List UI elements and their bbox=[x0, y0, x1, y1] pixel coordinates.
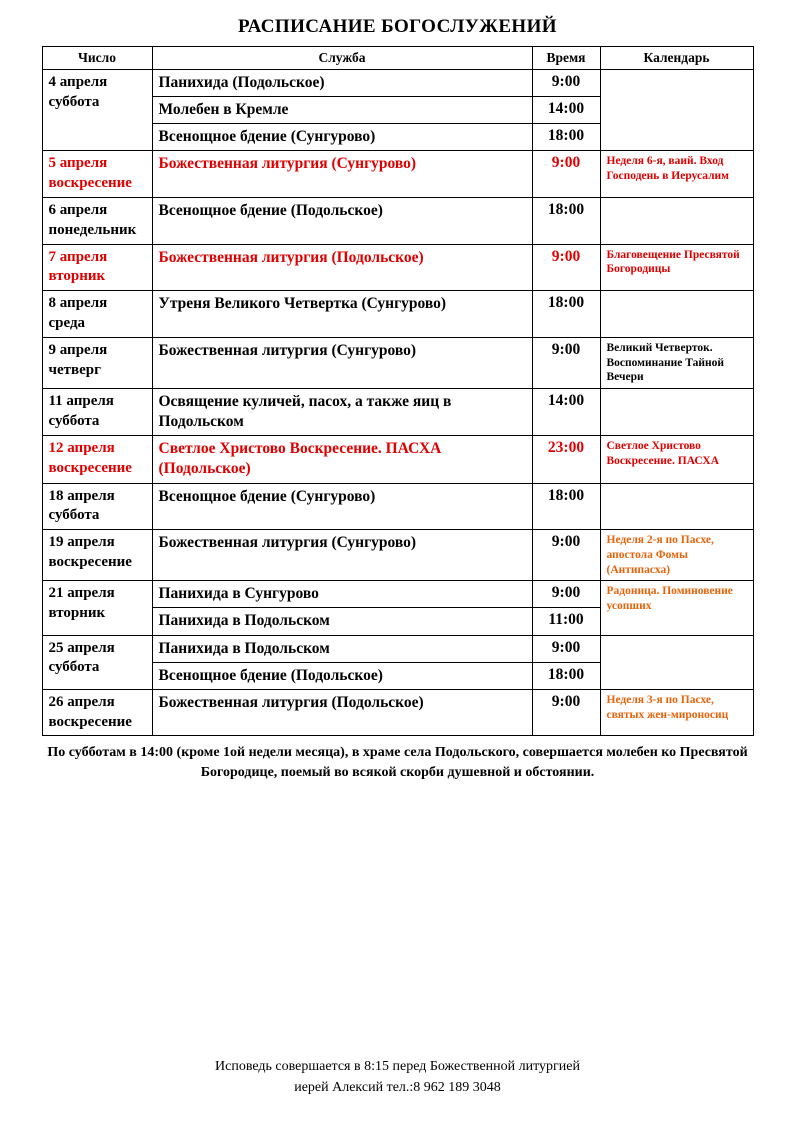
column-header-calendar: Календарь bbox=[600, 47, 753, 70]
bottom-note-line-2: иерей Алексий тел.:8 962 189 3048 bbox=[294, 1079, 501, 1095]
date-line-2: воскресение bbox=[48, 553, 132, 570]
date-line-1: 12 апреля bbox=[48, 440, 115, 457]
cell-service: Панихида в Подольском bbox=[152, 608, 532, 635]
date-line-2: вторник bbox=[48, 605, 106, 622]
cell-service: Божественная литургия (Подольское) bbox=[152, 689, 532, 736]
schedule-table bbox=[42, 46, 754, 736]
date-line-1: 21 апреля bbox=[48, 585, 115, 602]
cell-service: Панихида в Подольском bbox=[152, 635, 532, 662]
cell-service: Всенощное бдение (Сунгурово) bbox=[152, 124, 532, 151]
header-row bbox=[42, 47, 753, 70]
table-row bbox=[42, 198, 753, 245]
table-row bbox=[42, 70, 753, 97]
cell-time: 18:00 bbox=[532, 662, 600, 689]
cell-time: 18:00 bbox=[532, 198, 600, 245]
bottom-note bbox=[0, 1057, 795, 1098]
cell-calendar: Великий Четверток. Воспоминание Тайной Вечери bbox=[600, 337, 753, 388]
cell-service: Божественная литургия (Сунгурово) bbox=[152, 530, 532, 581]
date-line-2: суббота bbox=[48, 93, 100, 110]
column-header-service: Служба bbox=[152, 47, 532, 70]
date-line-1: 4 апреля bbox=[48, 74, 108, 90]
column-header-time: Время bbox=[532, 47, 600, 70]
date-line-2: воскресение bbox=[48, 175, 132, 192]
cell-date bbox=[42, 436, 152, 483]
date-line-2: воскресение bbox=[48, 460, 132, 477]
cell-time: 9:00 bbox=[532, 530, 600, 581]
cell-time: 14:00 bbox=[532, 388, 600, 435]
cell-calendar: Неделя 2-я по Пасхе, апостола Фомы (Антипасха) bbox=[600, 530, 753, 581]
cell-time: 9:00 bbox=[532, 244, 600, 291]
column-header-date: Число bbox=[42, 47, 152, 70]
cell-service: Божественная литургия (Сунгурово) bbox=[152, 337, 532, 388]
table-row bbox=[42, 151, 753, 198]
date-line-2: суббота bbox=[48, 659, 100, 676]
cell-service: Панихида (Подольское) bbox=[152, 70, 532, 97]
cell-service: Божественная литургия (Сунгурово) bbox=[152, 151, 532, 198]
cell-time: 14:00 bbox=[532, 97, 600, 124]
cell-time: 23:00 bbox=[532, 436, 600, 483]
cell-calendar: Радоница. Поминовение усопших bbox=[600, 581, 753, 635]
cell-time: 9:00 bbox=[532, 581, 600, 608]
cell-time: 18:00 bbox=[532, 124, 600, 151]
cell-calendar bbox=[600, 291, 753, 338]
cell-date bbox=[42, 689, 152, 736]
date-line-2: вторник bbox=[48, 268, 106, 285]
cell-service: Божественная литургия (Подольское) bbox=[152, 244, 532, 291]
cell-service: Всенощное бдение (Подольское) bbox=[152, 662, 532, 689]
page-title: РАСПИСАНИЕ БОГОСЛУЖЕНИЙ bbox=[238, 16, 557, 37]
cell-date bbox=[42, 483, 152, 530]
cell-service: Утреня Великого Четвертка (Сунгурово) bbox=[152, 291, 532, 338]
date-line-1: 26 апреля bbox=[48, 693, 115, 710]
date-line-1: 11 апреля bbox=[48, 392, 114, 409]
table-row bbox=[42, 244, 753, 291]
cell-calendar bbox=[600, 388, 753, 435]
date-line-2: четверг bbox=[48, 361, 101, 378]
cell-service: Светлое Христово Воскресение. ПАСХА (Подольское) bbox=[152, 436, 532, 483]
date-line-1: 6 апреля bbox=[48, 202, 108, 219]
table-row bbox=[42, 581, 753, 608]
cell-service: Всенощное бдение (Подольское) bbox=[152, 198, 532, 245]
cell-service: Освящение куличей, пасох, а также яиц в Подольском bbox=[152, 388, 532, 435]
cell-date bbox=[42, 198, 152, 245]
cell-time: 9:00 bbox=[532, 70, 600, 97]
cell-service: Молебен в Кремле bbox=[152, 97, 532, 124]
date-line-2: воскресение bbox=[48, 713, 132, 730]
cell-service: Всенощное бдение (Сунгурово) bbox=[152, 483, 532, 530]
table-row bbox=[42, 291, 753, 338]
cell-calendar bbox=[600, 635, 753, 689]
cell-time: 9:00 bbox=[532, 151, 600, 198]
cell-time: 11:00 bbox=[532, 608, 600, 635]
cell-date bbox=[42, 635, 152, 689]
cell-calendar: Светлое Христово Воскресение. ПАСХА bbox=[600, 436, 753, 483]
cell-calendar bbox=[600, 198, 753, 245]
date-line-1: 9 апреля bbox=[48, 341, 108, 358]
cell-calendar: Неделя 6-я, ваий. Вход Господень в Иерусалим bbox=[600, 151, 753, 198]
cell-calendar: Благовещение Пресвятой Богородицы bbox=[600, 244, 753, 291]
date-line-1: 19 апреля bbox=[48, 534, 115, 551]
date-line-2: понедельник bbox=[48, 221, 137, 238]
table-row bbox=[42, 337, 753, 388]
cell-time: 9:00 bbox=[532, 337, 600, 388]
date-line-1: 8 апреля bbox=[48, 295, 108, 312]
cell-date bbox=[42, 244, 152, 291]
table-row bbox=[42, 635, 753, 662]
cell-calendar bbox=[600, 483, 753, 530]
cell-date bbox=[42, 291, 152, 338]
date-line-1: 18 апреля bbox=[48, 487, 115, 504]
cell-service: Панихида в Сунгурово bbox=[152, 581, 532, 608]
table-row bbox=[42, 689, 753, 736]
cell-time: 9:00 bbox=[532, 689, 600, 736]
cell-time: 9:00 bbox=[532, 635, 600, 662]
cell-date bbox=[42, 70, 152, 151]
table-row bbox=[42, 388, 753, 435]
date-line-1: 5 апреля bbox=[48, 155, 108, 172]
date-line-1: 7 апреля bbox=[48, 248, 108, 265]
cell-calendar: Неделя 3-я по Пасхе, святых жен-мироносиц bbox=[600, 689, 753, 736]
cell-date bbox=[42, 581, 152, 635]
cell-date bbox=[42, 337, 152, 388]
table-header bbox=[42, 47, 753, 70]
table-body bbox=[42, 70, 753, 736]
date-line-2: среда bbox=[48, 315, 86, 331]
cell-time: 18:00 bbox=[532, 291, 600, 338]
cell-date bbox=[42, 530, 152, 581]
cell-date bbox=[42, 388, 152, 435]
date-line-1: 25 апреля bbox=[48, 639, 115, 656]
date-line-2: суббота bbox=[48, 412, 100, 429]
table-row bbox=[42, 483, 753, 530]
cell-calendar bbox=[600, 70, 753, 151]
bottom-note-line-1: Исповедь совершается в 8:15 перед Божественной литургией bbox=[215, 1059, 580, 1075]
cell-date bbox=[42, 151, 152, 198]
footnote: По субботам в 14:00 (кроме 1ой недели месяца), в храме села Подольского, совершается молебен ко Пресвятой Богородице, поемый во всякой скорби душевной и обстоянии. bbox=[47, 745, 748, 780]
table-row bbox=[42, 436, 753, 483]
table-row bbox=[42, 530, 753, 581]
date-line-2: суббота bbox=[48, 507, 100, 524]
cell-time: 18:00 bbox=[532, 483, 600, 530]
